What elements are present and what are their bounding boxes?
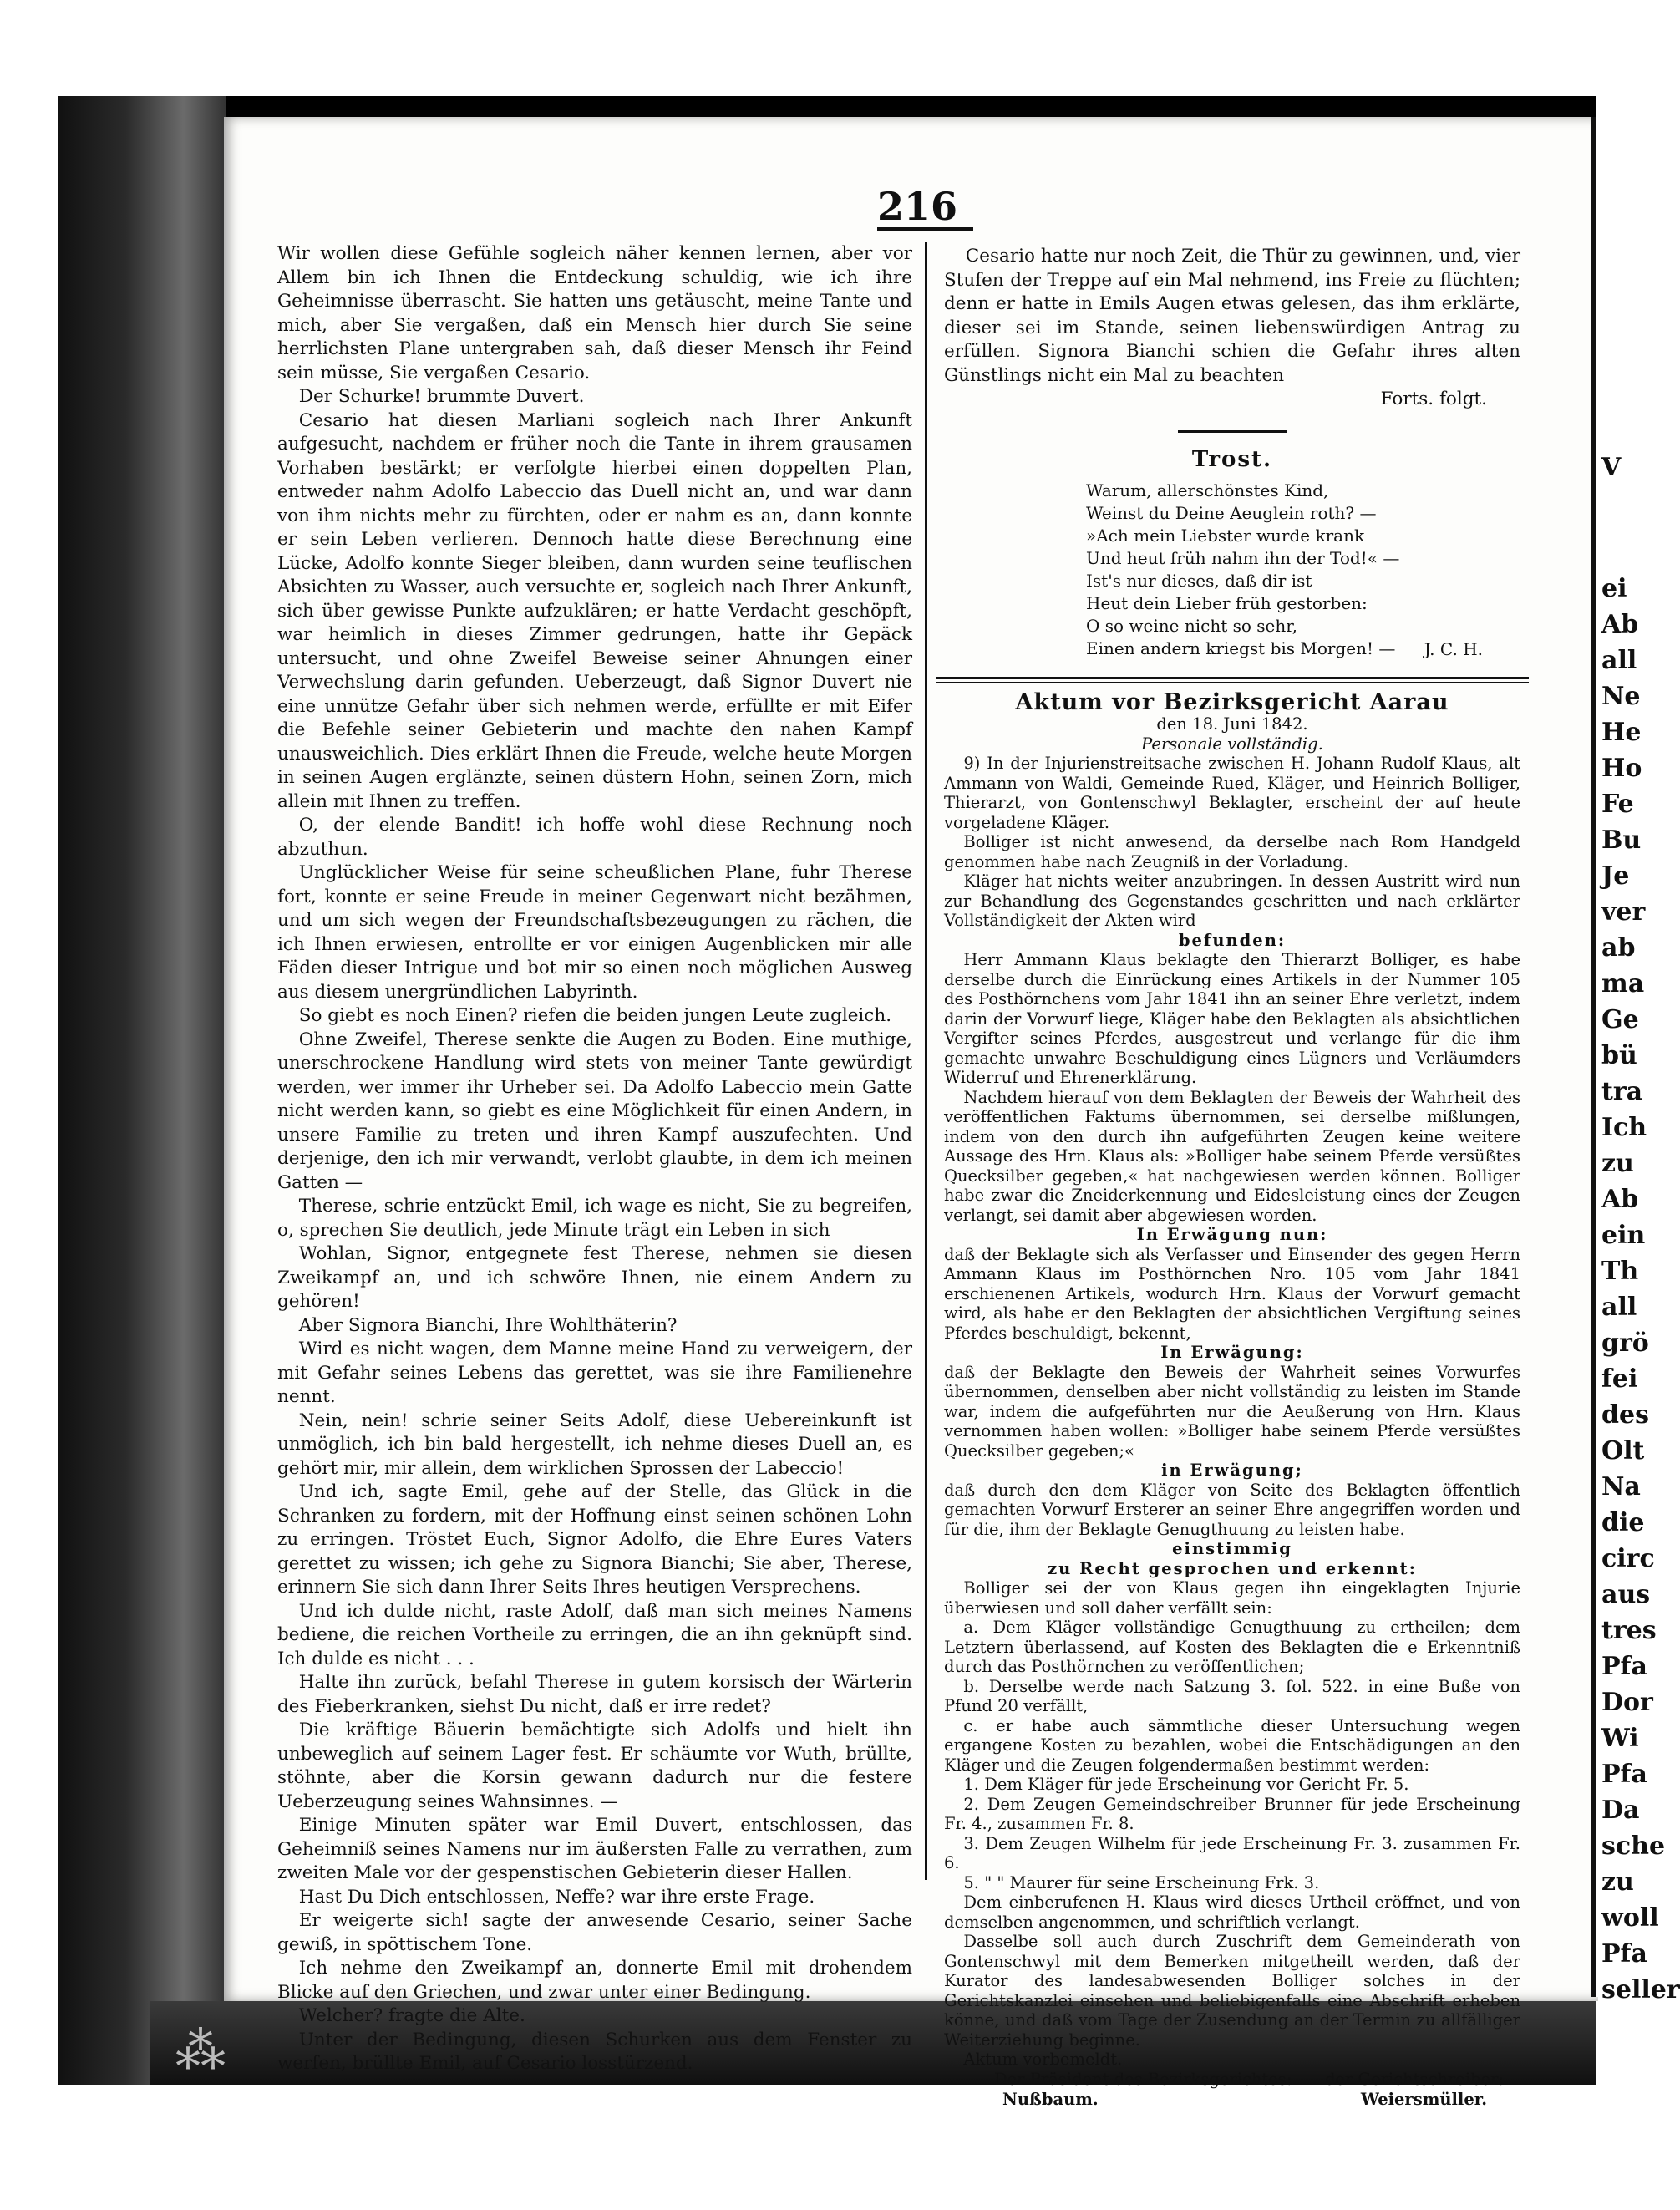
story-paragraph: Ich nehme den Zweikampf an, donnerte Emil mit drohendem Blicke auf den Griechen, und zwar unter einer Bedingung. bbox=[277, 1958, 912, 2003]
court-subheading: zu Recht gesprochen und erkennt: bbox=[1048, 1558, 1417, 1578]
next-page-fragment: Dor bbox=[1601, 1688, 1653, 1717]
story-paragraph: Er weigerte sich! sagte der anwesende Cesario, seiner Sache gewiß, in spöttischem Tone. bbox=[277, 1910, 912, 1955]
story-paragraph: So giebt es noch Einen? riefen die beiden jungen Leute zugleich. bbox=[298, 1005, 892, 1026]
next-page-fragment: Ne bbox=[1601, 682, 1641, 711]
court-paragraph: Herr Ammann Klaus beklagte den Thierarzt Bolliger, es habe derselbe durch die Einrückung eines Artikels in der Nummer 105 des Posthörnchens vom Jahr 1841 ihn an seiner Ehre verletzt, indem darin der Vorwurf liege, Kläger habe den Beklagten als absichtlichen Vergifter seines Pferdes, ausgestreut und verlange für die ihm gemachte unwahre Beschuldigung eines Lügners und Verläumders Widerruf und Ehrenerklärung. bbox=[944, 950, 1520, 1087]
story-paragraph: Wohlan, Signor, entgegnete fest Therese, nehmen sie diesen Zweikampf an, und ich schwöre Ihnen, nie einem Andern zu gehören! bbox=[277, 1243, 912, 1312]
next-page-fragment: Ich bbox=[1601, 1113, 1647, 1142]
next-page-fragment: all bbox=[1601, 1293, 1637, 1322]
clerk-name: Weiersmüller. bbox=[1360, 2089, 1487, 2109]
story-paragraph: O, der elende Bandit! ich hoffe wohl diese Rechnung noch abzuthun. bbox=[277, 815, 912, 860]
poem-title: Trost. bbox=[1191, 446, 1273, 472]
poem-line: Weinst du Deine Aeuglein roth? — bbox=[1086, 503, 1377, 523]
double-rule bbox=[936, 677, 1529, 683]
court-record-title: Aktum vor Bezirksgericht Aarau bbox=[1015, 688, 1449, 715]
story-paragraph: Hast Du Dich entschlossen, Neffe? war ihre erste Frage. bbox=[298, 1886, 815, 1908]
court-paragraph: daß der Beklagte sich als Verfasser und Einsender des gegen Herrn Ammann Klaus im Posthörnchen Nro. 105 vom Jahr 1841 erschienenen Artikels, wodurch Hrn. Klaus der Vorwurf gemacht wird, als habe er den Beklagten der absichtlichen Vergiftung seines Pferdes beschuldigt, bekennt, bbox=[944, 1244, 1520, 1343]
next-page-fragment: ma bbox=[1601, 969, 1645, 998]
smudge-decoration: ⁂ bbox=[175, 2022, 226, 2080]
court-subheading: In Erwägung: bbox=[1160, 1343, 1304, 1362]
next-page-fragment: Pfa bbox=[1601, 1939, 1647, 1969]
story-paragraph: Einige Minuten später war Emil Duvert, entschlossen, das Geheimniß seines Namens nur im äußersten Falle zu verrathen, zum zweiten Male vor der gespenstischen Gebieterin dieser Hallen. bbox=[277, 1815, 912, 1883]
next-page-fragment: all bbox=[1601, 646, 1637, 675]
signature-names bbox=[944, 2090, 1520, 2110]
next-page-fragment: zu bbox=[1601, 1867, 1634, 1897]
court-paragraph: daß durch den dem Kläger von Seite des Beklagten öffentlich gemachten Vorwurf Ersterer an seiner Ehre angegriffen worden und für die, ihm der Beklagte Genugthuung zu leisten habe. bbox=[944, 1480, 1520, 1539]
next-page-fragment: Bu bbox=[1601, 826, 1642, 855]
page-number: 216 bbox=[877, 184, 958, 229]
signature-roles bbox=[944, 2070, 1520, 2090]
next-page-fragment: ei bbox=[1601, 574, 1627, 603]
court-ruling-item: c. er habe auch sämmtliche dieser Untersuchung wegen ergangene Kosten zu bezahlen, wobei die Entschädigungen an den Kläger und die Zeugen folgendermaßen bestimmt werden: bbox=[944, 1715, 1520, 1775]
next-page-fragment: aus bbox=[1601, 1580, 1651, 1609]
section-rule bbox=[1178, 430, 1287, 433]
story-paragraph: Wird es nicht wagen, dem Manne meine Hand zu verweigern, der mit Gefahr seines Lebens das gerettet, was sie ihre Familienehre nennt. bbox=[277, 1339, 912, 1407]
next-page-fragment: Je bbox=[1601, 861, 1630, 891]
story-paragraph: Halte ihn zurück, befahl Therese in gutem korsisch der Wärterin des Fieberkranken, siehst Du nicht, daß er irre redet? bbox=[277, 1672, 912, 1717]
next-page-fragment: bü bbox=[1601, 1041, 1637, 1070]
poem-line: Einen andern kriegst bis Morgen! — bbox=[1086, 638, 1396, 658]
next-page-fragment: Ho bbox=[1601, 754, 1642, 783]
next-page-fragment: Ab bbox=[1601, 1185, 1639, 1214]
poem-line: Ist's nur dieses, daß dir ist bbox=[1086, 571, 1312, 591]
story-paragraph: Wir wollen diese Gefühle sogleich näher kennen lernen, aber vor Allem bin ich Ihnen die Entdeckung schuldig, wie ich ihre Geheimnisse überrascht. Sie hatten uns getäuscht, meine Tante und mich, aber Sie vergaßen, daß ein Mensch hier durch Sie seine herrlichsten Plane untergraben sah, daß dieser Mensch ihr Feind sein müsse, Sie vergaßen Cesario. bbox=[277, 243, 912, 384]
poem-line: Warum, allerschönstes Kind, bbox=[1086, 480, 1329, 500]
court-paragraph: daß der Beklagte den Beweis der Wahrheit seines Vorwurfes übernommen, denselben aber nicht vollständig zu leisten im Stande war, indem die aufgeführten nur die Aeußerung von Hrn. Klaus vernommen haben wollen: »Bolliger habe seinem Pferde versüßtes Quecksilber gegeben;« bbox=[944, 1362, 1520, 1461]
court-cost-item: 3. Dem Zeugen Wilhelm für jede Erscheinung Fr. 3. zusammen Fr. 6. bbox=[944, 1833, 1520, 1872]
next-page-fragment: Pfa bbox=[1601, 1760, 1647, 1789]
poem bbox=[1086, 480, 1520, 660]
court-record-date: den 18. Juni 1842. bbox=[1156, 714, 1308, 734]
court-ruling-item: b. Derselbe werde nach Satzung 3. fol. 522. in eine Buße von Pfund 20 verfällt, bbox=[944, 1676, 1520, 1715]
next-page-fragment: ein bbox=[1601, 1221, 1646, 1250]
court-paragraph: Nachdem hierauf von dem Beklagten der Beweis der Wahrheit des veröffentlichen Faktums übernommen, sei derselbe mißlungen, indem von den durch ihn aufgeführten Zeugen keine weitere Aussage des Hrn. Klaus als: »Bolliger habe seinem Pferde versüßtes Quecksilber gegeben,« hat nachgewiesen werden können. Bolliger habe zwar die Zneiderkennung und Eidesleistung eines der Zeugen verlangt, sei damit aber abgewiesen worden. bbox=[944, 1087, 1520, 1225]
next-page-fragment: Da bbox=[1601, 1796, 1640, 1825]
court-subheading: befunden: bbox=[1178, 930, 1287, 950]
next-page-fragment: Pfa bbox=[1601, 1652, 1647, 1681]
next-page-fragment: Ab bbox=[1601, 610, 1639, 639]
next-page-fragment: sche bbox=[1601, 1832, 1666, 1861]
next-page-fragment: grö bbox=[1601, 1329, 1649, 1358]
next-page-fragment: Olt bbox=[1601, 1436, 1645, 1466]
story-paragraph: Therese, schrie entzückt Emil, ich wage es nicht, Sie zu begreifen, o, sprechen Sie deutlich, jede Minute trägt ein Leben in sich bbox=[277, 1196, 912, 1241]
court-cost-item: 2. Dem Zeugen Gemeindschreiber Brunner für jede Erscheinung Fr. 4., zusammen Fr. 8. bbox=[944, 1794, 1520, 1833]
court-cost-item: 1. Dem Kläger für jede Erscheinung vor Gericht Fr. 5. bbox=[963, 1775, 1409, 1794]
story-paragraph: Aber Signora Bianchi, Ihre Wohlthäterin? bbox=[298, 1314, 678, 1336]
next-page-fragment: Ge bbox=[1601, 1005, 1639, 1034]
story-paragraph: Unter der Bedingung, diesen Schurken aus dem Fenster zu werfen, brüllte Emil, auf Cesario losstürzend. bbox=[277, 2029, 912, 2074]
court-paragraph: Aktum vorbemeldt. bbox=[963, 2050, 1123, 2069]
story-paragraph: Unglücklicher Weise für seine scheußlichen Plane, fuhr Therese fort, konnte er seine Freude in meiner Gegenwart nicht bezähmen, und um sich wegen der Freundschaftsbezeugungen zu rächen, die ich Ihnen erwiesen, entrollte er vor einigen Augenblicken mir alle Fäden dieser Intrigue und bot mir so einen noch möglichen Ausweg aus diesem unergründlichen Labyrinth. bbox=[277, 862, 912, 1003]
court-subheading: einstimmig bbox=[1172, 1539, 1292, 1558]
clerk-role: der Gerichtschreiber: bbox=[1324, 2069, 1504, 2089]
next-page-fragment: Fe bbox=[1601, 790, 1634, 819]
next-page-edge bbox=[1591, 117, 1680, 2004]
court-ruling-item: a. Dem Kläger vollständige Genugthuung zu ertheilen; dem Letztern überlassend, auf Kosten des Beklagten die e Erkenntniß durch das Posthörnchen zu veröffentlichen; bbox=[944, 1618, 1520, 1676]
right-column bbox=[944, 245, 1520, 2110]
president-name: Nußbaum. bbox=[1002, 2089, 1099, 2109]
poem-signature: J. C. H. bbox=[1424, 639, 1483, 659]
court-paragraph: Bolliger sei der von Klaus gegen ihn eingeklagten Injurie überwiesen und soll daher verfällt sein: bbox=[944, 1578, 1520, 1618]
next-page-fragment: seller bbox=[1601, 1975, 1680, 2004]
next-page-fragment: Wi bbox=[1601, 1724, 1639, 1753]
next-page-fragment: V bbox=[1601, 453, 1622, 482]
poem-line: »Ach mein Liebster wurde krank bbox=[1086, 526, 1365, 546]
next-page-fragment: tra bbox=[1601, 1077, 1643, 1106]
next-page-fragment: ver bbox=[1601, 897, 1646, 927]
story-paragraph: Nein, nein! schrie seiner Seits Adolf, diese Uebereinkunft ist unmöglich, ich bin bald hergestellt, ich nehme dieses Duell an, es gehört mir, mir allein, dem wirklichen Sprossen der Labeccio! bbox=[277, 1410, 912, 1479]
court-subheading: In Erwägung nun: bbox=[1136, 1225, 1328, 1244]
next-page-fragment: die bbox=[1601, 1508, 1645, 1537]
next-page-fragment: Na bbox=[1601, 1472, 1641, 1501]
court-paragraph: Bolliger ist nicht anwesend, da derselbe nach Rom Handgeld genommen habe nach Zeugniß in der Vorladung. bbox=[944, 832, 1520, 871]
next-page-fragment: zu bbox=[1601, 1149, 1634, 1178]
continuation-note: Forts. folgt. bbox=[1380, 389, 1487, 409]
page-number-rule bbox=[877, 227, 973, 231]
story-paragraph: Cesario hat diesen Marliani sogleich nach Ihrer Ankunft aufgesucht, nachdem er früher noch die Tante in ihrem grausamen Vorhaben bestärkt; er verfolgte hierbei einen doppelten Plan, entweder nahm Adolfo Labeccio das Duell nicht an, und war dann von ihm nichts mehr zu fürchten, oder er nahm es an, dann konnte er sein Leben verlieren. Dennoch hatte diese Berechnung eine Lücke, Adolfo konnte Sieger bleiben, dann wurden seine teuflischen Absichten zu Wasser, auch versuchte er, sogleich nach Ihrer Ankunft, sich über gewisse Punkte aufzuklären; er hatte Verdacht geschöpft, war heimlich in dieses Zimmer gedrungen, hatte ihr Gepäck untersucht, und ohne Zweifel Beweise seiner Ahnungen einer Verwechslung darin gefunden. Ueberzeugt, daß Signor Duvert nie eine unnütze Gefahr über sich nehmen werde, erfüllte er mit Eifer die Befehle seiner Gebieterin und machte den nahen Kampf unausweichlich. Dies erklärt Ihnen die Freude, welche heute Morgen in seinen Augen erglänzte, seinen düstern Hohn, seinen Zorn, mich allein mit Ihnen zu treffen. bbox=[277, 409, 912, 812]
story-paragraph: Und ich, sagte Emil, gehe auf der Stelle, das Glück in die Schranken zu fordern, mit der Hoffnung einst seinen schönen Lohn zu erringen. Tröstet Euch, Signor Adolfo, die Ehre Eures Vaters gerettet zu wissen; ich gehe zu Signora Bianchi; Sie aber, Therese, erinnern Sie sich dann Ihrer Seits Ihres heutigen Versprechens. bbox=[277, 1481, 912, 1598]
story-paragraph: Der Schurke! brummte Duvert. bbox=[298, 386, 585, 407]
story-paragraph: Welcher? fragte die Alte. bbox=[298, 2005, 525, 2026]
court-cost-item: 5. " " Maurer für seine Erscheinung Frk. 3. bbox=[963, 1872, 1320, 1892]
column-divider bbox=[925, 242, 927, 1880]
next-page-fragment: fei bbox=[1601, 1364, 1638, 1394]
court-paragraph: 9) In der Injurienstreitsache zwischen H. Johann Rudolf Klaus, alt Ammann von Waldi, Gemeinde Rued, Kläger, und Heinrich Bolliger, Thierarzt, von Gontenschwyl Beklagter, erscheint der auf heute vorgeladene Kläger. bbox=[944, 754, 1520, 832]
next-page-fragment: He bbox=[1601, 718, 1642, 747]
left-column bbox=[277, 242, 912, 2076]
story-paragraph: Ohne Zweifel, Therese senkte die Augen zu Boden. Eine muthige, unerschrockene Handlung wird stets von meiner Tante gewürdigt werden, wer immer ihr Urheber sei. Da Adolfo Labeccio mein Gatte nicht werden kann, so giebt es eine Möglichkeit für einen Andern, in unsere Familie zu treten und ihren Kampf auszufechten. Und derjenige, den ich mir verwandt, verlobt glaubte, in dem ich meinen Gatten — bbox=[277, 1029, 912, 1193]
next-page-fragment: Th bbox=[1601, 1257, 1639, 1286]
poem-line: Heut dein Lieber früh gestorben: bbox=[1086, 593, 1368, 613]
next-page-fragment: ab bbox=[1601, 933, 1636, 963]
next-page-fragment: des bbox=[1601, 1400, 1649, 1430]
court-paragraph: Dasselbe soll auch durch Zuschrift dem Gemeinderath von Gontenschwyl mit dem Bemerken mitgetheilt werden, daß der Kurator des landesabwesenden Bolliger solches in der Gerichtskanzlei einsehen und beliebigenfalls eine Abschrift erheben könne, und daß vom Tage der Zusendung an der Termin zu allfälliger Weiterziehung beginne. bbox=[944, 1932, 1520, 2050]
story-ending-paragraph: Cesario hatte nur noch Zeit, die Thür zu gewinnen, und, vier Stufen der Treppe auf ein Mal nehmend, ins Freie zu flüchten; denn er hatte in Emils Augen etwas gelesen, das ihm erklärte, dieser sei im Stande, seinen liebenswürdigen Antrag zu erfüllen. Signora Bianchi schien die Gefahr ihres alten Günstlings nicht ein Mal zu beachten bbox=[944, 246, 1520, 386]
court-subheading: in Erwägung; bbox=[1161, 1461, 1303, 1480]
story-paragraph: Die kräftige Bäuerin bemächtigte sich Adolfs und hielt ihn unbeweglich auf seinem Lager fest. Er schäumte vor Wuth, brüllte, stöhnte, aber die Korsin gewann dadurch nur die festere Ueberzeugung seines Wahnsinnes. — bbox=[277, 1720, 912, 1812]
poem-line: O so weine nicht so sehr, bbox=[1086, 616, 1297, 636]
story-paragraph: Und ich dulde nicht, raste Adolf, daß man sich meines Namens bediene, die reichen Vortheile zu erringen, die an ihn geknüpft sind. Ich dulde es nicht . . . bbox=[277, 1600, 912, 1669]
next-page-fragment: woll bbox=[1601, 1903, 1659, 1933]
court-paragraph: Kläger hat nichts weiter anzubringen. In dessen Austritt wird nun zur Behandlung des Gegenstandes geschritten und nach erklärter Vollständigkeit der Akten wird bbox=[944, 871, 1520, 930]
book-spine bbox=[58, 96, 226, 2085]
court-paragraph: Dem einberufenen H. Klaus wird dieses Urtheil eröffnet, und von demselben angenommen, und schriftlich verlangt. bbox=[944, 1892, 1520, 1932]
president-role: Der Präsident des Bezirksgerichtes: bbox=[994, 2069, 1292, 2089]
poem-line: Und heut früh nahm ihn der Tod!« — bbox=[1086, 548, 1400, 568]
next-page-fragment: circ bbox=[1601, 1544, 1655, 1573]
next-page-fragment: tres bbox=[1601, 1616, 1657, 1645]
court-record-subtitle: Personale vollständig. bbox=[1141, 734, 1323, 754]
